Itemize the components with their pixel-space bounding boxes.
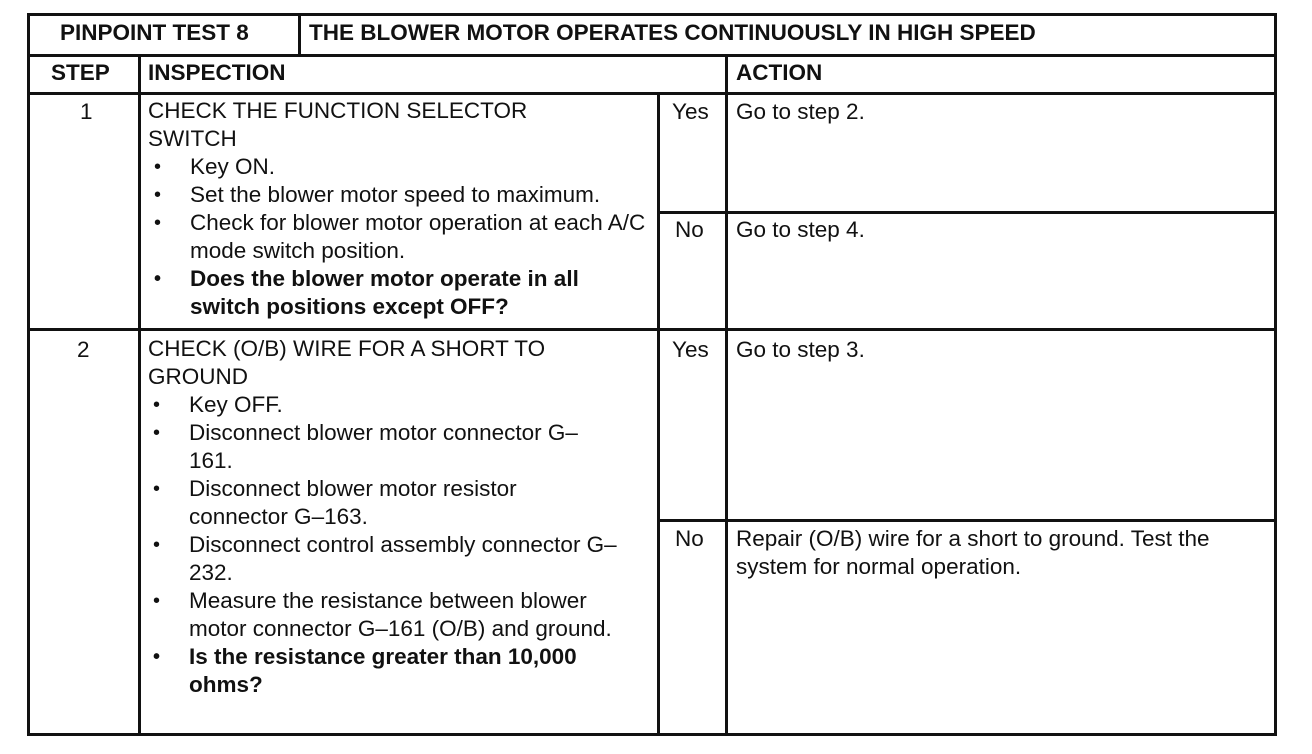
- result-action: Go to step 3.: [736, 337, 865, 362]
- rule: [27, 328, 1277, 331]
- result-action: Repair (O/B) wire for a short to ground. Test the system for normal operation.: [736, 526, 1210, 579]
- rule: [27, 13, 30, 736]
- rule: [657, 519, 1277, 522]
- step-checklist: [147, 391, 652, 699]
- rule: [657, 92, 660, 736]
- result-answer: No: [675, 526, 704, 551]
- checklist-question: • Does the blower motor operate in all switch positions except OFF?: [148, 265, 653, 321]
- rule: [27, 54, 1277, 57]
- rule: [138, 54, 141, 736]
- test-label: PINPOINT TEST 8: [60, 20, 249, 45]
- rule: [27, 92, 1277, 95]
- checklist-item: • Key ON.: [148, 153, 653, 181]
- column-header-action: ACTION: [736, 60, 823, 85]
- result-action: Go to step 4.: [736, 217, 865, 242]
- result-answer: No: [675, 217, 704, 242]
- rule: [27, 13, 1277, 16]
- rule: [725, 54, 728, 736]
- step-number: 2: [77, 337, 90, 362]
- checklist-question: • Is the resistance greater than 10,000 ohms?: [147, 643, 629, 699]
- checklist-item: • Disconnect blower motor resistor connector G–163.: [147, 475, 609, 531]
- result-answer: Yes: [672, 99, 709, 124]
- rule: [298, 13, 301, 56]
- rule: [27, 733, 1277, 736]
- checklist-item: • Measure the resistance between blower motor connector G–161 (O/B) and ground.: [147, 587, 639, 643]
- checklist-item: • Check for blower motor operation at each A/C mode switch position.: [148, 209, 653, 265]
- rule: [657, 211, 1277, 214]
- step-number: 1: [80, 99, 93, 124]
- step-title: CHECK (O/B) WIRE FOR A SHORT TO GROUND: [148, 336, 546, 389]
- step-title: CHECK THE FUNCTION SELECTOR SWITCH: [148, 98, 528, 151]
- result-answer: Yes: [672, 337, 709, 362]
- result-action: Go to step 2.: [736, 99, 865, 124]
- checklist-item: • Disconnect blower motor connector G–161.: [147, 419, 609, 475]
- rule: [1274, 13, 1277, 736]
- test-title: THE BLOWER MOTOR OPERATES CONTINUOUSLY IN HIGH SPEED: [309, 20, 1036, 45]
- checklist-item: • Key OFF.: [147, 391, 652, 419]
- column-header-inspection: INSPECTION: [148, 60, 286, 85]
- column-header-step: STEP: [51, 60, 110, 85]
- checklist-item: • Disconnect control assembly connector G–232.: [147, 531, 629, 587]
- step-checklist: [148, 153, 653, 321]
- checklist-item: • Set the blower motor speed to maximum.: [148, 181, 653, 209]
